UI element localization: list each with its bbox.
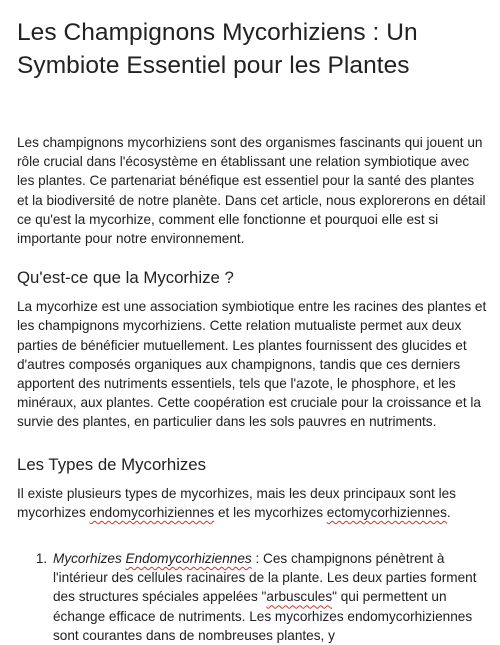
section-paragraph-types xyxy=(17,484,487,522)
section-heading-mycorhize: Qu'est-ce que la Mycorhize ? xyxy=(17,268,234,288)
list-item-italic-prefix: Mycorhizes xyxy=(53,551,126,567)
section-paragraph-mycorhize: La mycorhize est une association symbiotique entre les racines des plantes et les champignons mycorhiziens. Cette relation mutualiste permet aux deux parties de bénéficier mutuellement. Les plantes fournissent des glucides et d'autres composés organiques aux champignons, tandis que ces derniers apportent des nutriments essentiels, tels que l'azote, le phosphore, et les minéraux, aux plantes. Cette coopération est cruciale pour la croissance et la survie des plantes, en particulier dans les sols pauvres en nutriments. xyxy=(17,299,487,430)
article xyxy=(17,0,487,645)
intro-paragraph: Les champignons mycorhiziens sont des organismes fascinants qui jouent un rôle crucial dans l'écosystème en établissant une relation symbiotique avec les plantes. Ce partenariat bénéfique est essentiel pour la santé des plantes et la biodiversité de notre planète. Dans cet article, nous explorerons en détail ce qu'est la mycorhize, comment elle fonctionne et pourquoi elle est si importante pour notre environnement. xyxy=(17,135,486,247)
types-text-start: Il existe plusieurs types de mycorhizes, mais les deux principaux sont les mycorhizes xyxy=(17,485,456,520)
section-heading-types: Les Types de Mycorhizes xyxy=(17,454,207,474)
list-item xyxy=(51,549,487,645)
spellcheck-word-ectomycorhiziennes[interactable]: ectomycorhiziennes xyxy=(326,504,447,520)
types-text-mid: et les mycorhizes xyxy=(214,504,327,520)
list-item-text-end: " qui permettent un échange efficace de nutriments. Les mycorhizes endomycorhiziennes sont courantes dans de nombreuses plantes, y xyxy=(53,589,473,643)
spellcheck-word-endomycorhiziennes-italic[interactable]: Endomycorhiziennes xyxy=(125,551,252,567)
spellcheck-word-arbuscules[interactable]: arbuscules xyxy=(266,589,333,605)
types-list xyxy=(17,549,487,645)
types-text-end: . xyxy=(446,504,451,520)
spellcheck-word-endomycorhiziennes[interactable]: endomycorhiziennes xyxy=(89,504,215,520)
article-title: Les Champignons Mycorhiziens : Un Symbiote Essentiel pour les Plantes xyxy=(17,19,418,79)
list-item-text-start: : Ces champignons pénètrent à l'intérieur des cellules racinaires de la plante. Les deux parties forment des structures spéciales appelées " xyxy=(53,551,477,605)
